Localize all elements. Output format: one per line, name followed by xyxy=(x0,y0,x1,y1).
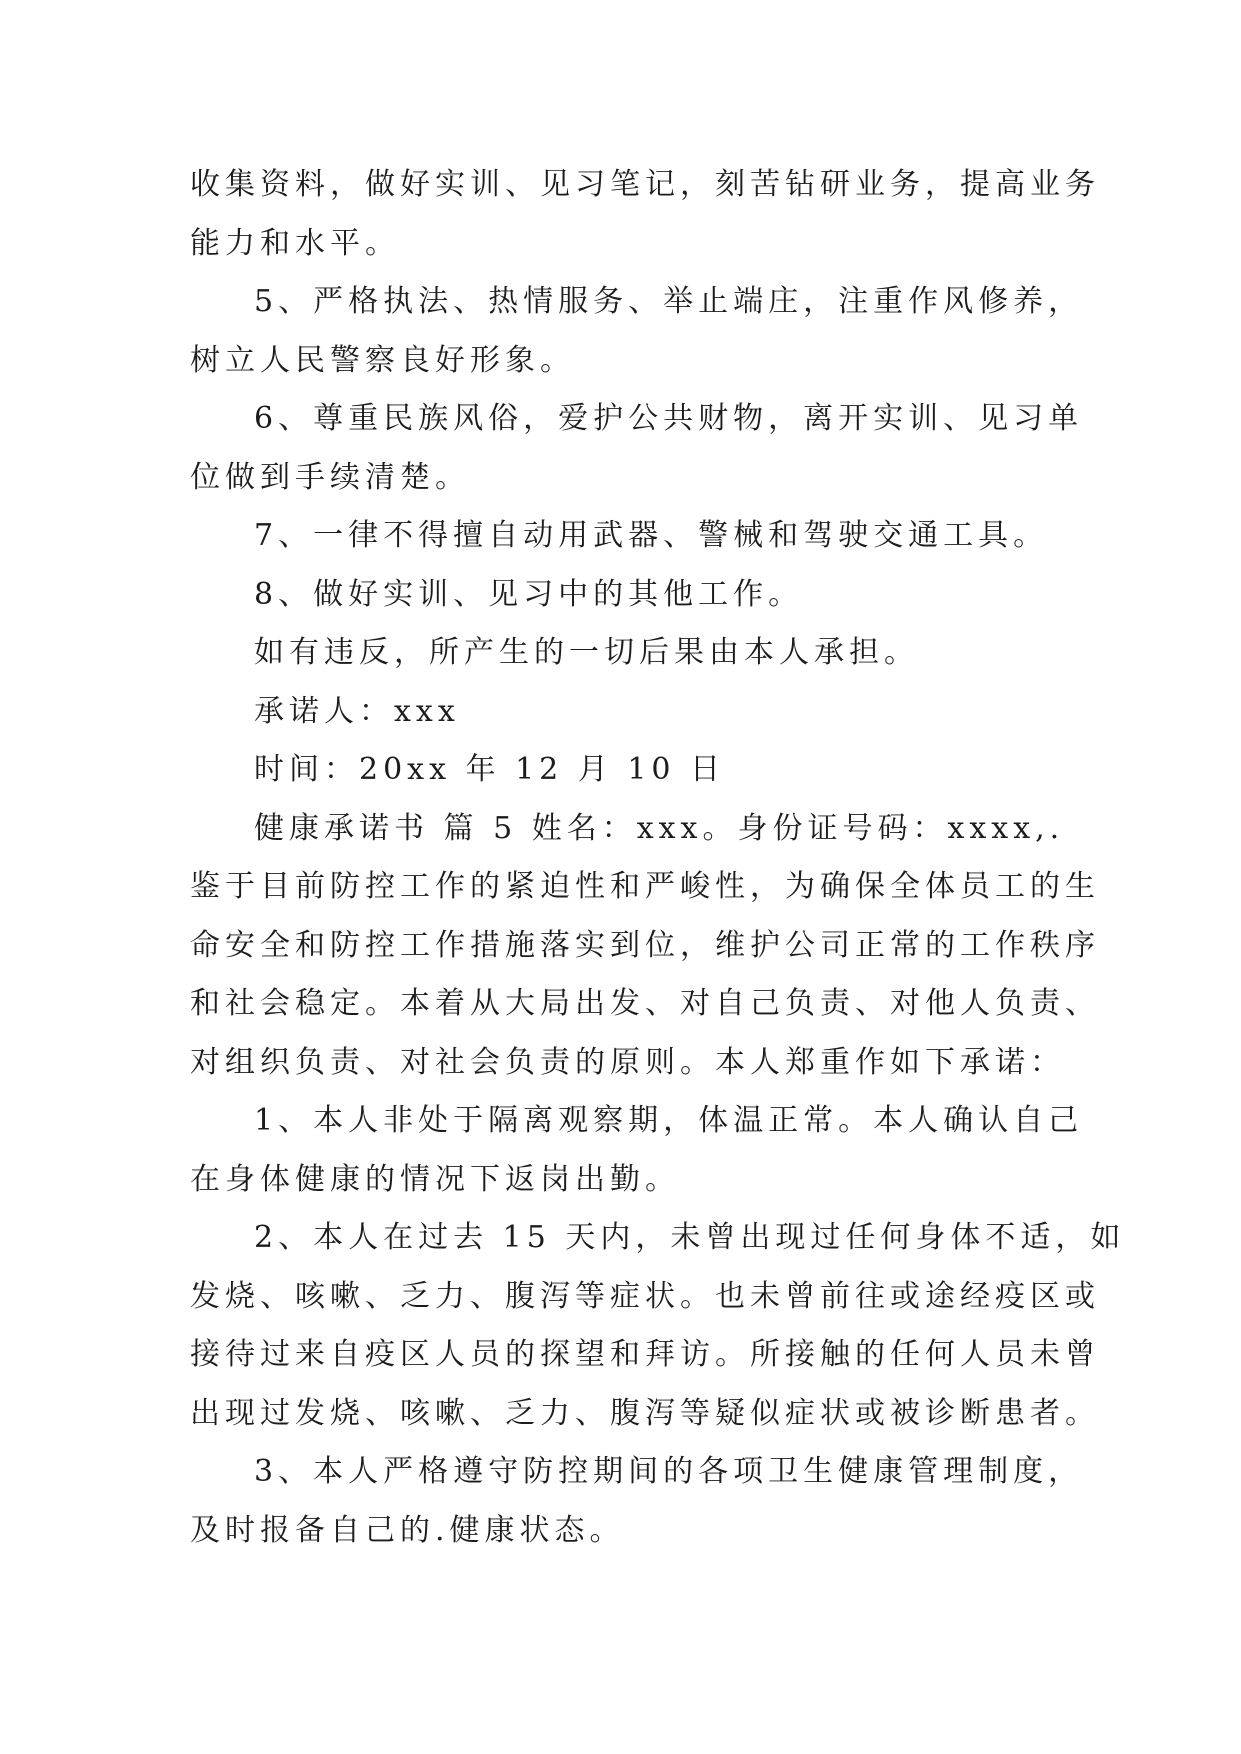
text-line: 7、一律不得擅自动用武器、警械和驾驶交通工具。 xyxy=(254,518,1049,553)
text-line: 及时报备自己的.健康状态。 xyxy=(190,1512,625,1548)
text-line: 5、严格执法、热情服务、举止端庄，注重作风修养， xyxy=(254,284,1084,319)
text-line: 在身体健康的情况下返岗出勤。 xyxy=(190,1161,680,1197)
text-line: 出现过发烧、咳嗽、乏力、腹泻等疑似症状或被诊断患者。 xyxy=(190,1395,1100,1431)
text-line: 承诺人：xxx xyxy=(254,693,460,729)
text-line: 和社会稳定。本着从大局出发、对自己负责、对他人负责、 xyxy=(190,986,1100,1021)
text-line: 健康承诺书 篇 5 姓名：xxx。身份证号码：xxxx,. xyxy=(254,810,1065,846)
text-line: 1、本人非处于隔离观察期，体温正常。本人确认自己 xyxy=(254,1103,1084,1138)
text-line: 对组织负责、对社会负责的原则。本人郑重作如下承诺： xyxy=(190,1044,1065,1080)
text-line: 6、尊重民族风俗，爱护公共财物，离开实训、见习单 xyxy=(254,401,1084,436)
text-line: 时间：20xx 年 12 月 10 日 xyxy=(254,752,726,787)
text-line: 位做到手续清楚。 xyxy=(190,459,470,495)
text-line: 如有违反，所产生的一切后果由本人承担。 xyxy=(254,635,919,670)
text-line: 鉴于目前防控工作的紧迫性和严峻性，为确保全体员工的生 xyxy=(190,869,1100,904)
text-line: 收集资料，做好实训、见习笔记，刻苦钻研业务，提高业务 xyxy=(190,167,1100,202)
text-line: 接待过来自疫区人员的探望和拜访。所接触的任何人员未曾 xyxy=(190,1337,1100,1372)
text-line: 2、本人在过去 15 天内，未曾出现过任何身体不适，如 xyxy=(254,1220,1126,1255)
text-line: 能力和水平。 xyxy=(190,225,400,261)
text-line: 命安全和防控工作措施落实到位，维护公司正常的工作秩序 xyxy=(190,927,1100,963)
document-body xyxy=(190,156,1126,1560)
text-line: 发烧、咳嗽、乏力、腹泻等症状。也未曾前往或途经疫区或 xyxy=(190,1278,1100,1314)
text-line: 8、做好实训、见习中的其他工作。 xyxy=(254,576,804,612)
text-line: 3、本人严格遵守防控期间的各项卫生健康管理制度， xyxy=(254,1454,1084,1489)
text-line: 树立人民警察良好形象。 xyxy=(190,342,575,378)
